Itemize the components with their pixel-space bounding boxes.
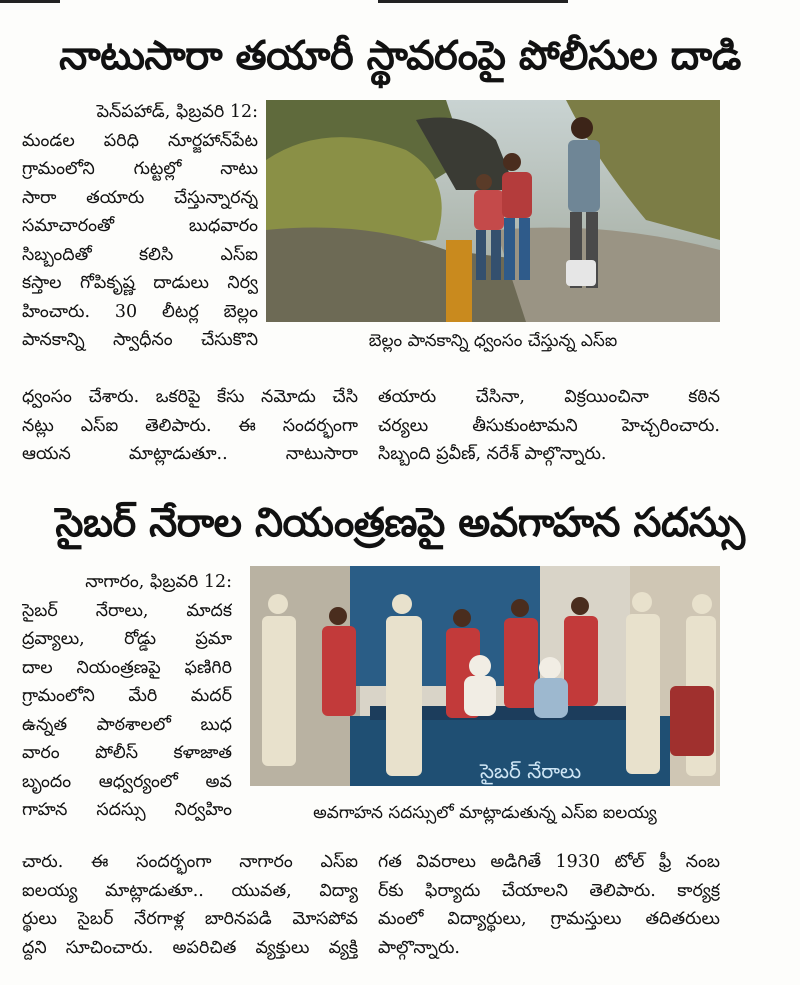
text-line: కస్తాల గోపికృష్ణ దాడులు నిర్వ: [22, 273, 258, 293]
top-rule-right: [378, 0, 568, 3]
text-line: గ్రామంలోని మేరి మదర్‌: [22, 686, 232, 706]
text-line: సిబ్బందితో కలిసి ఎస్‌ఐ: [22, 244, 258, 265]
text-line: గత వివరాలు అడిగితే 1930 టోల్‌ ఫ్రీ నంబ: [378, 852, 720, 872]
banner-text: సైబర్‌ నేరాలు: [480, 759, 582, 783]
article1-col-left: [22, 98, 258, 355]
text-line: దాల నియంత్రణపై ఫణిగిరి: [22, 657, 232, 678]
article1-caption: బెల్లం పానకాన్ని ధ్వంసం చేస్తున్న ఎస్‌ఐ: [368, 331, 618, 351]
article2-photo: [250, 566, 720, 786]
text-line: ద్దని సూచించారు. అపరిచిత వ్యక్తులు వ్యక్తి: [22, 937, 358, 958]
text-line: సారా తయారు చేస్తున్నారన్న: [22, 187, 258, 208]
text-line: ఐలయ్య మాట్లాడుతూ.. యువత, విద్యా: [22, 880, 358, 901]
text-line: గాహన సదస్సు నిర్వహిం: [22, 800, 232, 820]
text-line: పాల్గొన్నారు.: [378, 937, 460, 958]
article2-col-bottom-left: [22, 848, 358, 962]
text-line: తయారు చేసినా, విక్రయించినా కఠిన: [378, 387, 720, 407]
article2-dateline: నాగారం, ఫిబ్రవరి 12:: [85, 572, 232, 592]
article1-photo: [266, 100, 720, 322]
article2-col-bottom-right: [378, 848, 720, 962]
text-line: సిబ్బంది ప్రవీణ్‌, నరేశ్‌ పాల్గొన్నారు.: [378, 444, 607, 464]
article2-col-left: [22, 568, 232, 825]
top-rule: [0, 0, 60, 3]
text-line: సమాచారంతో బుధవారం: [22, 216, 258, 236]
photo-illustration: [266, 100, 720, 322]
article1-dateline: పెన్‌పహాడ్‌, ఫిబ్రవరి 12:: [96, 102, 258, 122]
text-line: పానకాన్ని స్వాధీనం చేసుకొని: [22, 330, 258, 350]
article2-headline: సైబర్‌ నేరాల నియంత్రణపై అవగాహన సదస్సు: [55, 500, 745, 546]
text-line: ర్‌కు ఫిర్యాదు చేయాలని తెలిపారు. కార్యక్ర: [378, 880, 720, 901]
text-line: వారం పోలీస్‌ కళాజాత: [22, 743, 232, 763]
text-line: ర్థులు సైబర్‌ నేరగాళ్ల బారినపడి మోసపోవ: [22, 909, 358, 929]
article1-col-bottom-left: [22, 383, 358, 469]
text-line: మండల పరిధి నూర్జహాన్‌పేట: [22, 130, 258, 151]
text-line: ధ్వంసం చేశారు. ఒకరిపై కేసు నమోదు చేసి: [22, 387, 358, 407]
text-line: ఆయన మాట్లాడుతూ.. నాటుసారా: [22, 444, 358, 464]
text-line: గ్రామంలోని గుట్టల్లో నాటు: [22, 159, 258, 179]
text-line: ఉన్నత పాఠశాలలో బుధ: [22, 714, 232, 735]
text-line: బృందం ఆధ్వర్యంలో అవ: [22, 771, 232, 792]
article1-headline: నాటుసారా తయారీ స్థావరంపై పోలీసుల దాడి: [59, 33, 741, 79]
article1-col-bottom-right: [378, 383, 720, 469]
article2-caption: అవగాహన సదస్సులో మాట్లాడుతున్న ఎస్‌ఐ ఐలయ్య: [313, 803, 657, 823]
text-line: హించారు. 30 లీటర్ల బెల్లం: [22, 301, 258, 322]
text-line: మంలో విద్యార్థులు, గ్రామస్తులు తదితరులు: [378, 909, 720, 929]
text-line: ద్రవ్యాలు, రోడ్డు ప్రమా: [22, 629, 232, 649]
photo-illustration: [250, 566, 720, 786]
text-line: నట్లు ఎస్‌ఐ తెలిపారు. ఈ సందర్భంగా: [22, 415, 358, 436]
text-line: చర్యలు తీసుకుంటామని హెచ్చరించారు.: [378, 415, 720, 436]
text-line: సైబర్‌ నేరాలు, మాదక: [22, 600, 232, 621]
text-line: చారు. ఈ సందర్భంగా నాగారం ఎస్‌ఐ: [22, 852, 358, 872]
